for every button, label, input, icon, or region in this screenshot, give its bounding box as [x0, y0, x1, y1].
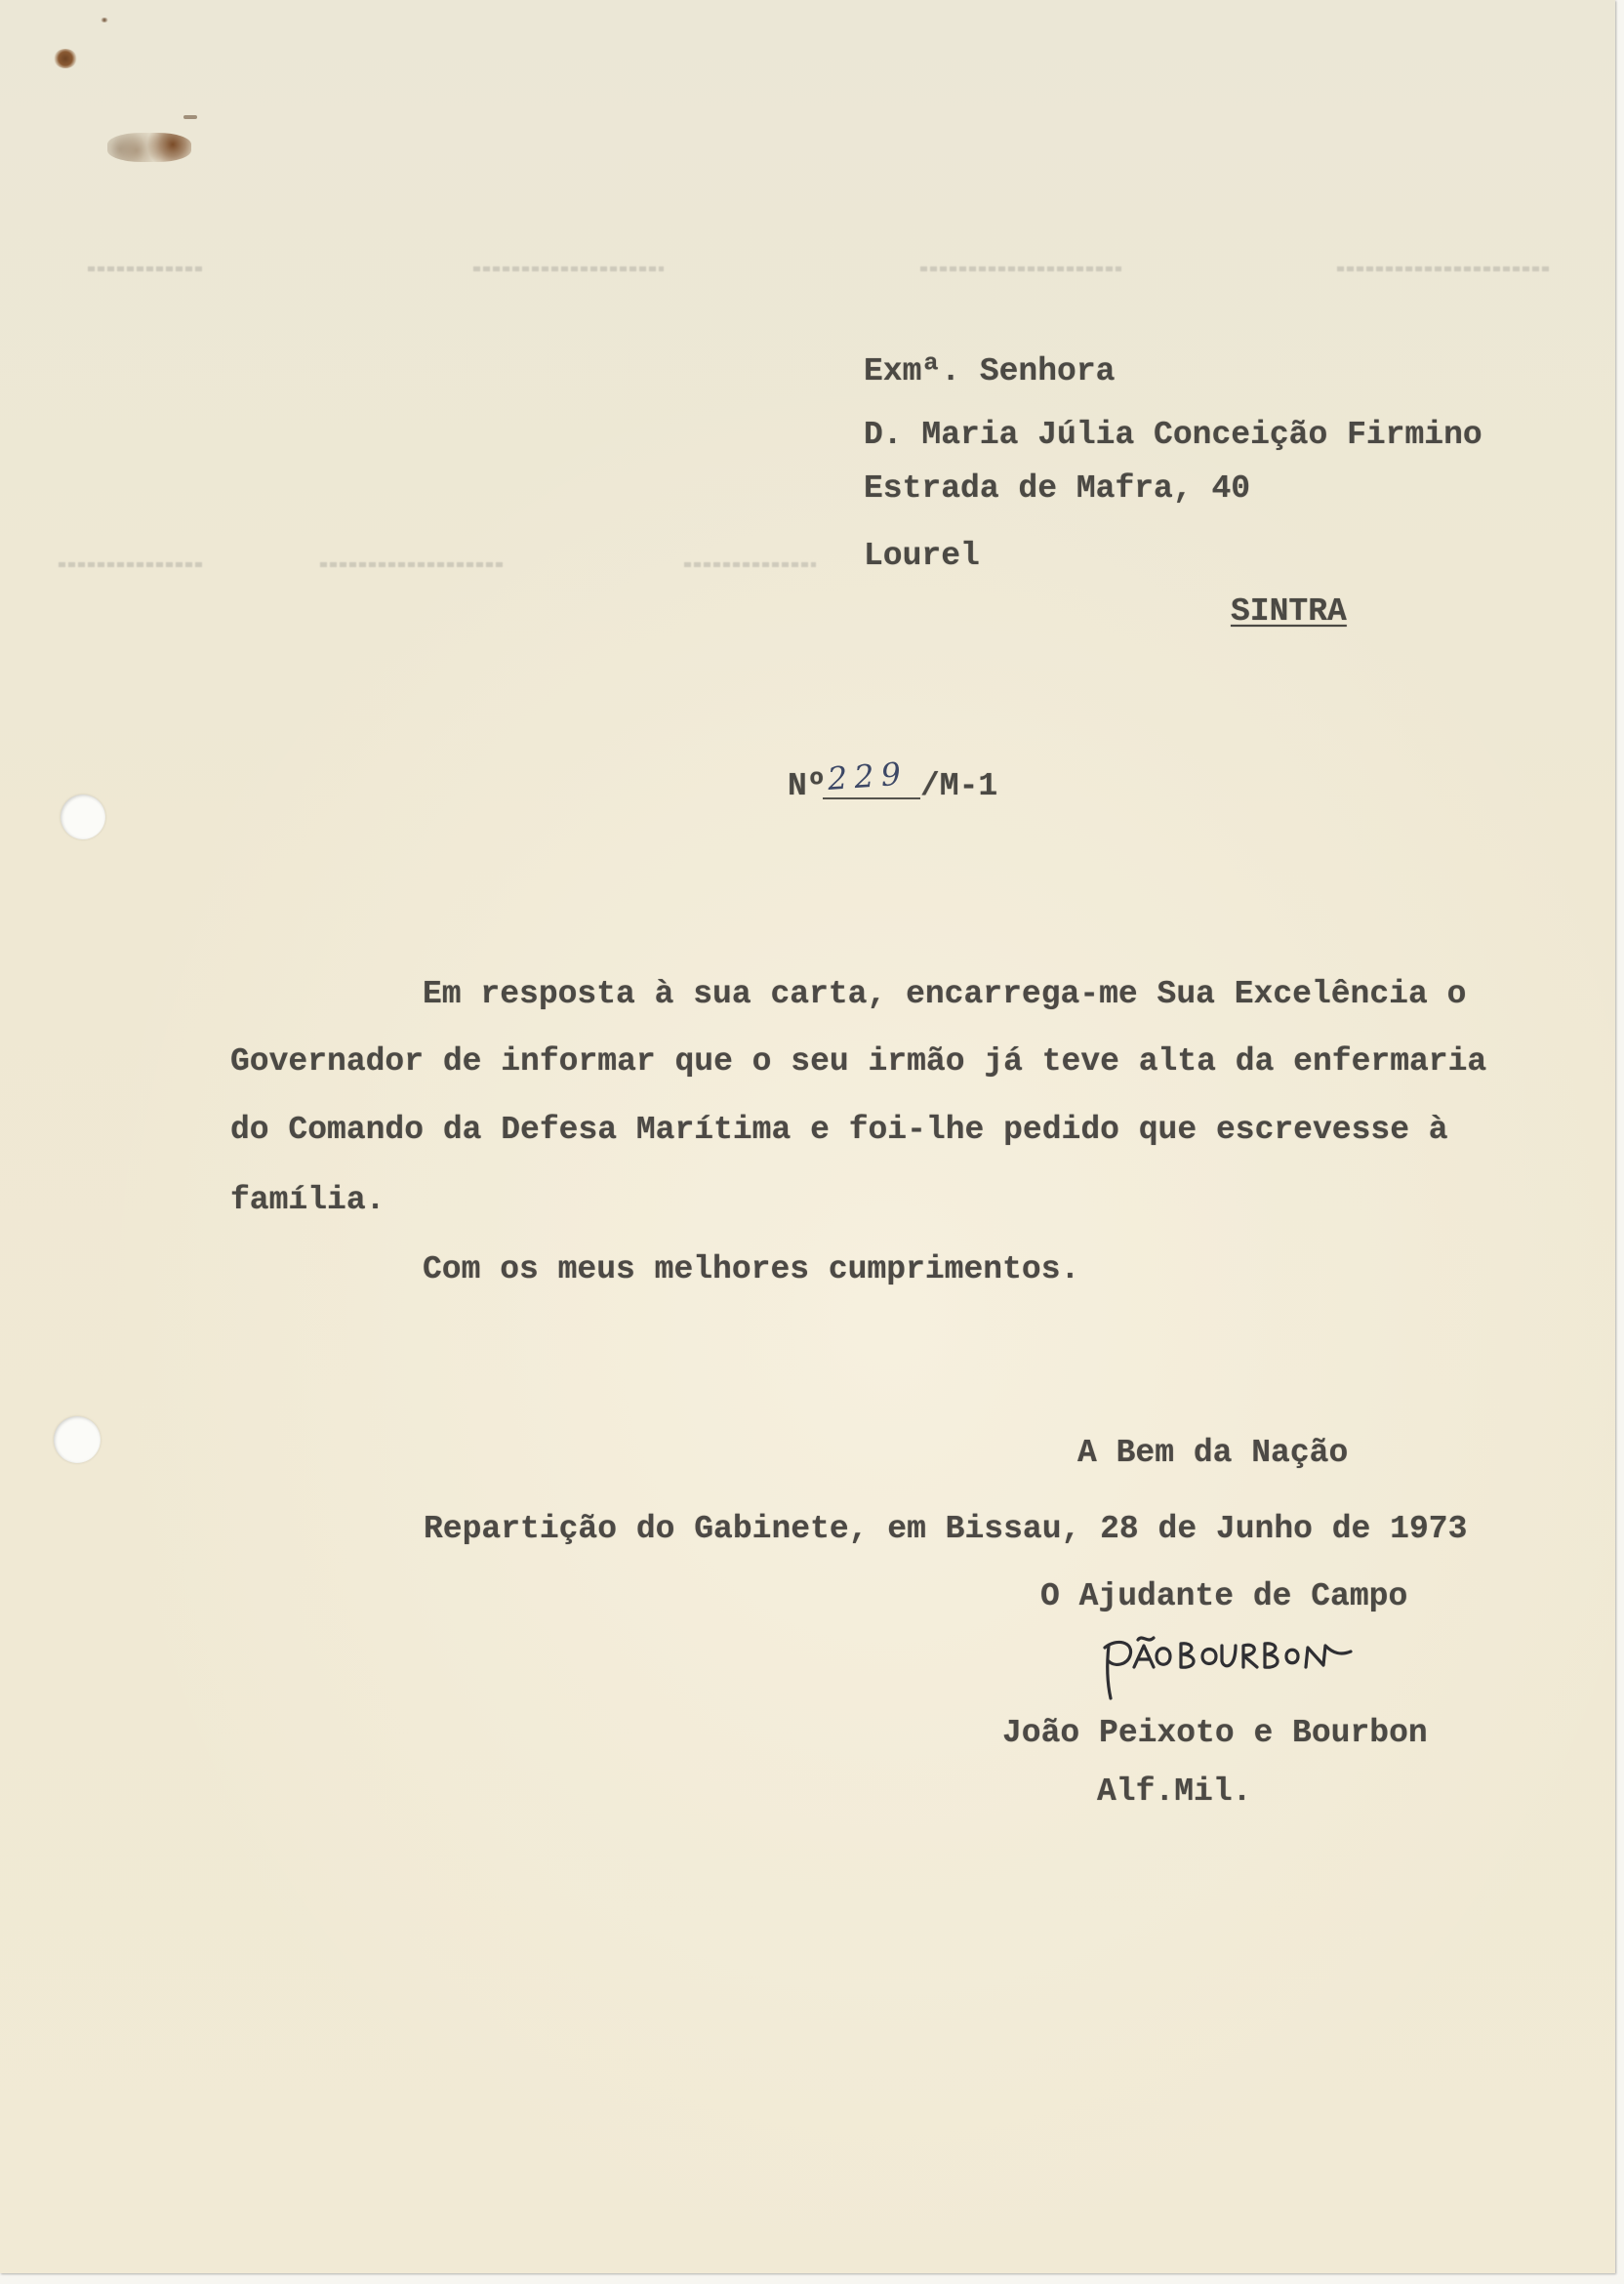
signature [1095, 1624, 1359, 1710]
stain [54, 49, 77, 68]
stain [107, 133, 191, 162]
recipient-town: SINTRA [1231, 593, 1347, 630]
show-through-mark [684, 562, 816, 567]
body-line: Governador de informar que o seu irmão já teve alta da enfermaria [230, 1043, 1487, 1080]
reference-number-handwritten: 229 [826, 755, 910, 797]
show-through-mark [920, 266, 1121, 271]
recipient-locality: Lourel [864, 538, 980, 574]
show-through-mark [320, 562, 503, 567]
motto: A Bem da Nação [1077, 1435, 1349, 1471]
body-line: Em resposta à sua carta, encarrega-me Sua Excelência o [423, 976, 1467, 1012]
place-date: Repartição do Gabinete, em Bissau, 28 de Junho de 1973 [424, 1511, 1468, 1547]
body-line: família. [230, 1182, 386, 1218]
show-through-mark [88, 266, 205, 271]
show-through-mark [59, 562, 205, 567]
recipient-salutation: Exmª. Senhora [864, 353, 1116, 389]
signatory-role: O Ajudante de Campo [1040, 1578, 1408, 1614]
recipient-name: D. Maria Júlia Conceição Firmino [864, 417, 1482, 453]
reference-number-rule [823, 797, 920, 799]
stain [101, 18, 108, 22]
show-through-mark [1337, 266, 1552, 271]
reference-suffix: /M-1 [920, 768, 998, 804]
signatory-rank: Alf.Mil. [1097, 1774, 1252, 1810]
punch-hole [54, 1416, 101, 1463]
body-line: do Comando da Defesa Marítima e foi-lhe pedido que escrevesse à [230, 1112, 1448, 1148]
punch-hole [61, 795, 105, 839]
signatory-name: João Peixoto e Bourbon [1002, 1715, 1428, 1751]
recipient-street: Estrada de Mafra, 40 [864, 470, 1251, 507]
show-through-mark [473, 266, 664, 271]
closing-line: Com os meus melhores cumprimentos. [423, 1251, 1080, 1287]
stain [183, 115, 197, 119]
reference-prefix: Nº [788, 768, 827, 804]
